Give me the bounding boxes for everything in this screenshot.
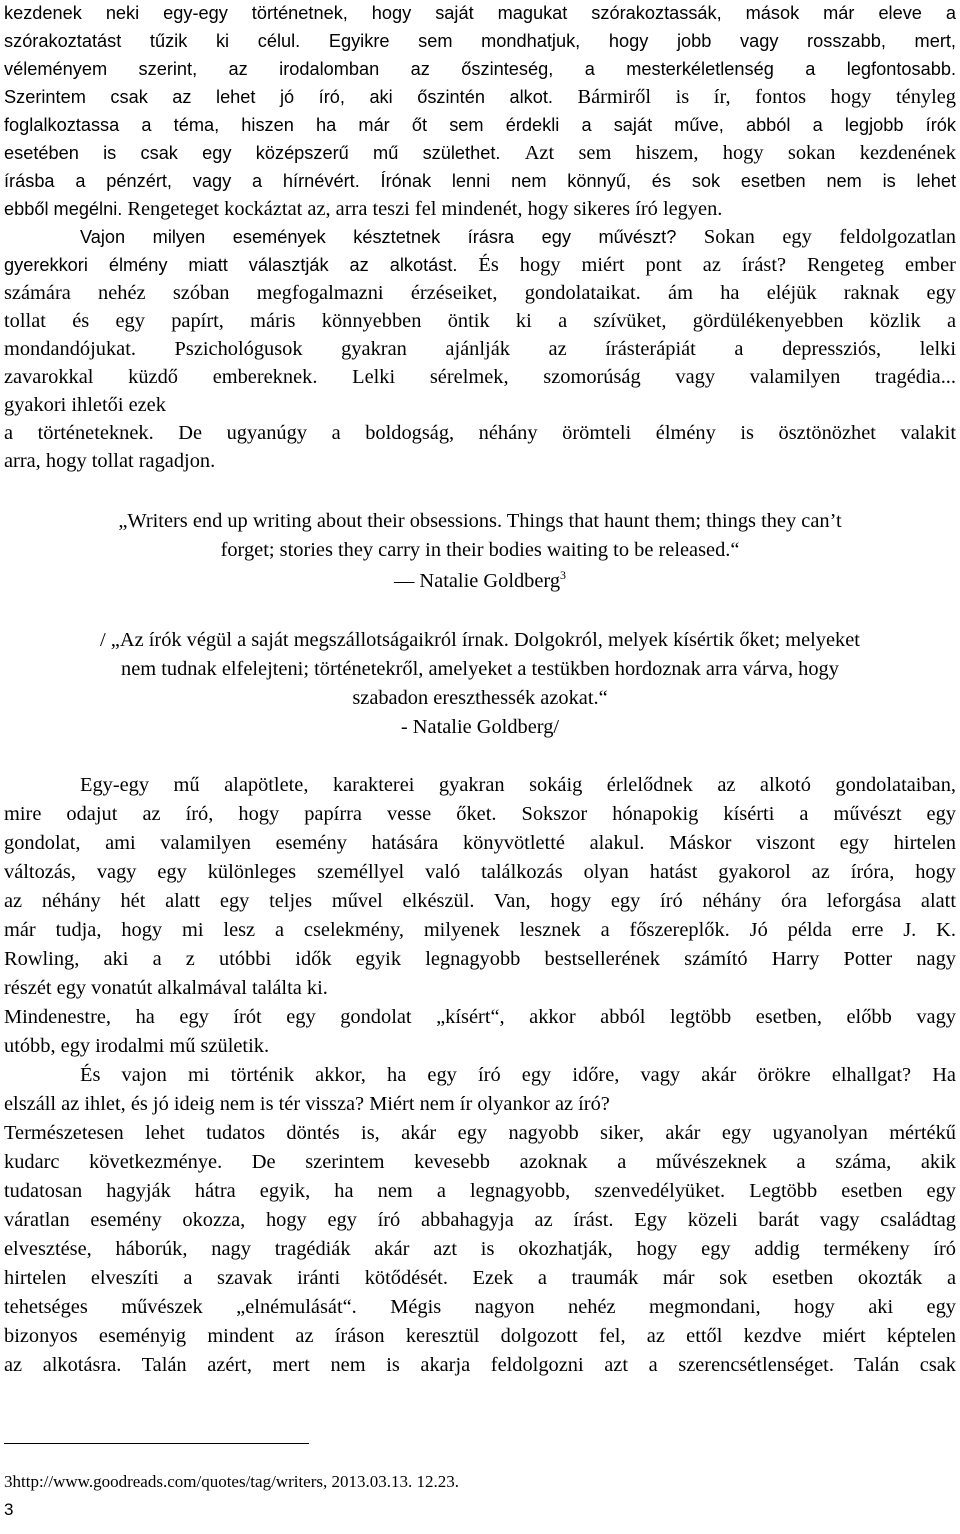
text-segment: Rengeteg ember <box>807 254 956 276</box>
text-line: számára nehéz szóban megfogalmazni érzéseiket, gondolataikat. ám ha eléjük raknak egy <box>4 282 956 304</box>
text-line: gyakori ihletői ezek <box>4 394 166 416</box>
text-segment: Rengeteget kockáztat az, arra teszi fel mindenét, hogy sikeres író legyen. <box>127 198 723 220</box>
text-line: Természetesen lehet tudatos döntés is, akár egy nagyobb siker, akár egy ugyanolyan mértékű <box>4 1122 956 1144</box>
text-line: zavarokkal küzdő embereknek. Lelki sérelmek, szomorúság vagy valamilyen tragédia... <box>4 366 956 388</box>
text-line: szórakoztatást tűzik ki célul. Egyikre sem mondhatjuk, hogy jobb vagy rosszabb, mert, <box>4 31 956 51</box>
text-line <box>4 223 956 252</box>
text-segment: gyerekkori élmény miatt választják az alkotást. <box>4 255 479 275</box>
text-line: elvesztése, háborúk, nagy tragédiák akár azt is okozhatják, hogy egy addig termékeny író <box>4 1238 956 1260</box>
translation-line: nem tudnak elfelejteni; történetekről, amelyeket a testükben hordoznak arra várva, hogy <box>121 658 839 680</box>
text-line: tudatosan hagyják hátra egyik, ha nem a legnagyobb, szenvedélyüket. Legtöbb esetben egy <box>4 1180 956 1202</box>
text-line: váratlan esemény okozza, hogy egy író abbahagyja az írást. Egy közeli barát vagy családtag <box>4 1209 956 1231</box>
text-line: foglalkoztassa a téma, hiszen ha már őt sem érdekli a saját műve, abból a legjobb írók <box>4 115 956 135</box>
quote-attribution <box>24 567 936 595</box>
footnote: 3http://www.goodreads.com/quotes/tag/writers, 2013.03.13. 12.23. <box>4 1472 460 1491</box>
text-line: Mindenestre, ha egy írót egy gondolat „kísért“, akkor abból legtöbb esetben, előbb vagy <box>4 1006 956 1028</box>
text-segment: Szerintem csak az lehet jó író, aki őszintén alkot. <box>4 87 578 107</box>
text-segment: ebből megélni. <box>4 199 128 219</box>
text-line: mondandójukat. Pszichológusok gyakran ajánlják az írásterápiát a depressziós, lelki <box>4 338 956 360</box>
footnote-separator <box>4 1443 309 1444</box>
translation-line: / „Az írók végül a saját megszállotságaikról írnak. Dolgokról, melyek kísértik őket; melyeket <box>100 629 860 651</box>
text-line <box>4 251 956 280</box>
page-number: 3 <box>4 1500 14 1519</box>
text-line: kudarc következménye. De szerintem kevesebb azoknak a művészeknek a száma, akik <box>4 1151 956 1173</box>
text-segment: esetében is csak egy középszerű mű születhet. <box>4 143 525 163</box>
text-segment: Bármiről is ír, fontos hogy tényleg <box>577 86 956 108</box>
text-line: mire odajut az író, hogy papírra vesse őket. Sokszor hónapokig kísérti a művészt egy <box>4 803 956 825</box>
text-line: az alkotásra. Talán azért, mert nem is akarja feldolgozni azt a szerencsétlenséget. Talán csak <box>4 1354 956 1376</box>
text-line: gondolat, ami valamilyen esemény hatására könyvötletté alakul. Máskor viszont egy hirtelen <box>4 832 956 854</box>
text-line: a történeteknek. De ugyanúgy a boldogság, néhány örömteli élmény is ösztönözhet valakit <box>4 422 956 444</box>
text-line: hirtelen elveszíti a szavak iránti kötődését. Ezek a traumák már sok esetben okozták a <box>4 1267 956 1289</box>
translation-attribution: - Natalie Goldberg/ <box>400 716 560 738</box>
text-line: Rowling, aki a z utóbbi idők egyik legnagyobb bestsellerének számító Harry Potter nagy <box>4 948 956 970</box>
text-line: véleményem szerint, az irodalomban az őszinteség, a mesterkéletlenség a legfontosabb. <box>4 59 956 79</box>
text-line <box>4 83 956 112</box>
text-line: írásba a pénzért, vagy a hírnévért. Írónak lenni nem könnyű, és sok esetben nem is lehet <box>4 171 956 191</box>
text-line: utóbb, egy irodalmi mű születik. <box>4 1035 270 1057</box>
text-segment: És hogy miért pont az írást? <box>478 254 808 276</box>
text-segment: Vajon milyen események késztetnek írásra egy művészt? <box>80 227 704 247</box>
text-line: Egy-egy mű alapötlete, karakterei gyakran sokáig érlelődnek az alkotó gondolataiban, <box>80 774 956 796</box>
text-line: arra, hogy tollat ragadjon. <box>4 450 216 472</box>
text-line: részét egy vonatút alkalmával találta ki. <box>4 977 328 999</box>
text-line: bizonyos eseményig mindent az íráson keresztül dolgozott fel, az ettől kezdve miért képtelen <box>4 1325 956 1347</box>
text-line: már tudja, hogy mi lesz a cselekmény, milyenek lesznek a főszereplők. Jó példa erre J. K. <box>4 919 956 941</box>
text-line: tollat és egy papírt, máris könnyebben öntik ki a szívüket, gördülékenyebben közlik a <box>4 310 956 332</box>
text-line: az néhány hét alatt egy teljes művel elkészül. Van, hogy egy író néhány óra leforgása alatt <box>4 890 956 912</box>
footnote-ref: 3 <box>560 568 567 582</box>
text-line: tehetséges művészek „elnémulását“. Mégis nagyon nehéz megmondani, hogy aki egy <box>4 1296 956 1318</box>
text-line <box>4 139 956 168</box>
text-line: változás, vagy egy különleges személlyel való találkozás olyan hatást gyakorol az íróra, hogy <box>4 861 956 883</box>
text-line: kezdenek neki egy-egy történetnek, hogy saját magukat szórakoztassák, mások már eleve a <box>4 3 956 23</box>
text-line: És vajon mi történik akkor, ha egy író egy időre, vagy akár örökre elhallgat? Ha <box>80 1064 956 1086</box>
text-segment: Azt sem hiszem, hogy sokan kezdenének <box>524 142 956 164</box>
quote-line: forget; stories they carry in their bodies waiting to be released.“ <box>220 539 740 561</box>
translation-line: szabadon ereszthessék azokat.“ <box>352 687 608 709</box>
quote-line: „Writers end up writing about their obsessions. Things that haunt them; things they can’t <box>118 510 842 532</box>
text-line: elszáll az ihlet, és jó ideig nem is tér vissza? Miért nem ír olyankor az író? <box>4 1093 610 1115</box>
quote-author: ― Natalie Goldberg <box>393 570 561 592</box>
text-segment: Sokan egy feldolgozatlan <box>703 226 956 248</box>
text-line <box>4 195 956 224</box>
